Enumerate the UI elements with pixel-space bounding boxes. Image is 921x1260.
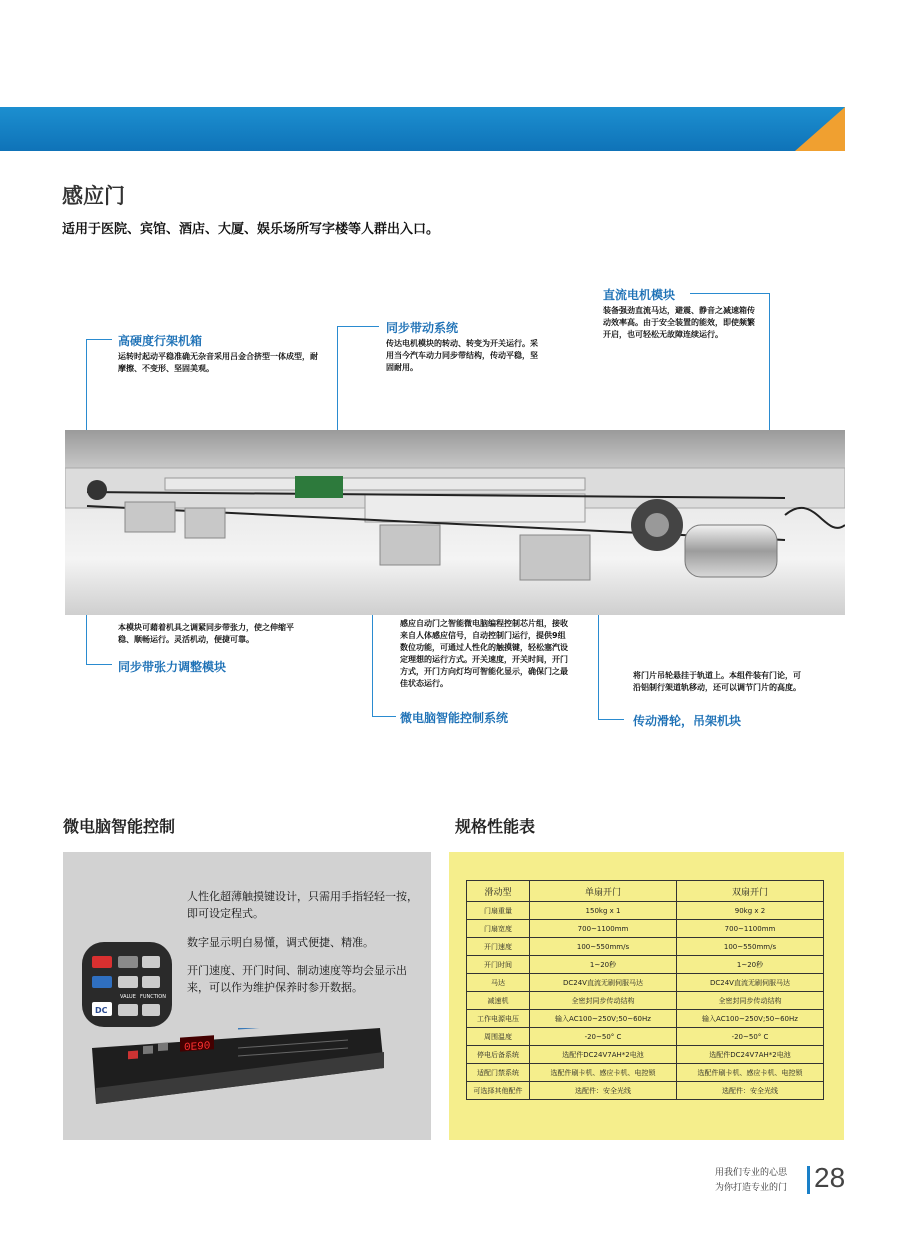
callout-hanger-label: 传动滑轮，吊架机块 bbox=[633, 714, 742, 728]
table-cell: 全密封同步传动结构 bbox=[677, 992, 824, 1010]
table-cell: 700~1100mm bbox=[530, 920, 677, 938]
table-cell: 100~550mm/s bbox=[677, 938, 824, 956]
footer-slogan-line: 用我们专业的心思 bbox=[715, 1168, 788, 1178]
table-cell: 150kg x 1 bbox=[530, 902, 677, 920]
table-cell: 输入AC100~250V;50~60Hz bbox=[677, 1010, 824, 1028]
table-cell: 全密封同步传动结构 bbox=[530, 992, 677, 1010]
callout-controller-desc: 感应自动门之智能微电脑编程控制芯片组，接收来自人体感应信号，自动控制门运行，提供9组数位功能，可通过人性化的触摸键，轻松塞汽设定理想的运行方式。开关速度，开关时间，开门方式，开门方向灯均可智能化显示，确保门之最佳状态运行。 bbox=[400, 619, 568, 688]
function-key-label: FUNCTION bbox=[140, 994, 166, 1000]
column-header: 双扇开门 bbox=[677, 881, 824, 902]
row-label-cell: 减速机 bbox=[467, 992, 530, 1010]
table-cell: 选配件刷卡机、感应卡机、电控锁 bbox=[677, 1064, 824, 1082]
leader-line bbox=[372, 716, 396, 717]
table-cell: DC24V直流无刷伺服马达 bbox=[530, 974, 677, 992]
table-cell: 选配件DC24V7AH*2电池 bbox=[530, 1046, 677, 1064]
table-cell: -20~50° C bbox=[677, 1028, 824, 1046]
callout-tension-label: 同步带张力调整模块 bbox=[118, 660, 227, 674]
table-row bbox=[467, 992, 824, 1010]
table-cell: 输入AC100~250V;50~60Hz bbox=[530, 1010, 677, 1028]
table-row bbox=[467, 956, 824, 974]
micro-paragraph: 人性化超薄触摸键设计，只需用手指轻轻一按，即可设定程式。 bbox=[187, 890, 418, 920]
callout-sync-belt-desc: 传达电机模块的转动、转变为开关运行。采用当今汽车动力同步带结构，传动平稳，坚固耐用。 bbox=[386, 339, 538, 372]
table-row bbox=[467, 1010, 824, 1028]
spec-table bbox=[466, 880, 824, 1100]
leader-line bbox=[690, 293, 770, 294]
row-label-cell: 开门速度 bbox=[467, 938, 530, 956]
callout-dc-motor-desc: 装备强劲直流马达，避震、静音之减速箱传动效率高。由于安全装置的能效，即使频繁开启，也可轻松无故障连续运行。 bbox=[603, 306, 755, 339]
value-key-label: VALUE bbox=[120, 994, 136, 1000]
callout-frame-box-desc: 运转时起动平稳准确无杂音采用吕金合挤型一体成型，耐摩擦、不变形、坚固美观。 bbox=[118, 352, 318, 373]
row-label-cell: 工作电源电压 bbox=[467, 1010, 530, 1028]
leader-line bbox=[598, 719, 624, 720]
row-label-cell: 周围温度 bbox=[467, 1028, 530, 1046]
table-row bbox=[467, 974, 824, 992]
table-cell: 100~550mm/s bbox=[530, 938, 677, 956]
table-cell: 选配件：安全光线 bbox=[530, 1082, 677, 1100]
table-row bbox=[467, 1082, 824, 1100]
callout-frame-box-label: 高硬度行架机箱 bbox=[118, 334, 203, 348]
table-cell: 1~20秒 bbox=[530, 956, 677, 974]
table-cell: 1~20秒 bbox=[677, 956, 824, 974]
controller-unit-illustration bbox=[88, 1028, 388, 1108]
row-label-cell: 门扇重量 bbox=[467, 902, 530, 920]
row-label-cell: 门扇宽度 bbox=[467, 920, 530, 938]
table-cell: -20~50° C bbox=[530, 1028, 677, 1046]
door-operator-illustration bbox=[65, 430, 845, 615]
banner-corner-triangle bbox=[795, 107, 845, 151]
callout-tension-desc: 本模块可藉着机具之调紧同步带张力，使之伸缩平稳、顺畅运行。灵活机动，便捷可靠。 bbox=[118, 623, 294, 644]
header-banner bbox=[0, 107, 845, 151]
callout-sync-belt-label: 同步带动系统 bbox=[386, 321, 459, 335]
footer-divider bbox=[807, 1166, 810, 1194]
footer-slogan-line: 为你打造专业的门 bbox=[715, 1183, 788, 1193]
micro-paragraph: 开门速度、开门时间、制动速度等均会显示出来，可以作为维护保养时参开数据。 bbox=[187, 964, 407, 994]
dc-key-label: DC bbox=[95, 1006, 108, 1015]
micro-control-heading: 微电脑智能控制 bbox=[63, 817, 176, 836]
column-header: 单扇开门 bbox=[530, 881, 677, 902]
table-row bbox=[467, 1028, 824, 1046]
row-label-cell: 开门时间 bbox=[467, 956, 530, 974]
table-header-row bbox=[467, 881, 824, 902]
table-cell: 选配件：安全光线 bbox=[677, 1082, 824, 1100]
callout-hanger-desc: 将门片吊轮悬挂于轨道上。本组件装有门论，可沿铝制行架道轨移动，还可以调节门片的高度。 bbox=[633, 671, 801, 692]
row-label-cell: 可选择其他配件 bbox=[467, 1082, 530, 1100]
row-label-cell: 适配门禁系统 bbox=[467, 1064, 530, 1082]
table-cell: 90kg x 2 bbox=[677, 902, 824, 920]
page-title: 感应门 bbox=[62, 184, 125, 208]
table-row bbox=[467, 1046, 824, 1064]
controller-display: 0E90 bbox=[184, 1040, 211, 1055]
footer-slogan bbox=[715, 1166, 787, 1196]
row-label-cell: 马达 bbox=[467, 974, 530, 992]
table-row bbox=[467, 938, 824, 956]
table-row bbox=[467, 1064, 824, 1082]
column-header: 滑动型 bbox=[467, 881, 530, 902]
table-cell: DC24V直流无刷伺服马达 bbox=[677, 974, 824, 992]
table-cell: 选配件刷卡机、感应卡机、电控锁 bbox=[530, 1064, 677, 1082]
table-row bbox=[467, 902, 824, 920]
leader-line bbox=[337, 326, 379, 327]
micro-paragraph: 数字显示明白易懂，调式便捷、精准。 bbox=[187, 936, 374, 949]
callout-dc-motor-label: 直流电机模块 bbox=[603, 288, 676, 302]
callout-controller-label: 微电脑智能控制系统 bbox=[400, 711, 509, 725]
row-label-cell: 停电后备系统 bbox=[467, 1046, 530, 1064]
leader-line bbox=[86, 664, 112, 665]
table-cell: 选配件DC24V7AH*2电池 bbox=[677, 1046, 824, 1064]
leader-line bbox=[86, 339, 112, 340]
page-number: 28 bbox=[814, 1162, 846, 1193]
page-subtitle: 适用于医院、宾馆、酒店、大厦、娱乐场所写字楼等人群出入口。 bbox=[62, 222, 440, 237]
table-row bbox=[467, 920, 824, 938]
spec-table-heading: 规格性能表 bbox=[455, 817, 536, 836]
table-cell: 700~1100mm bbox=[677, 920, 824, 938]
keypad-illustration bbox=[82, 942, 172, 1027]
